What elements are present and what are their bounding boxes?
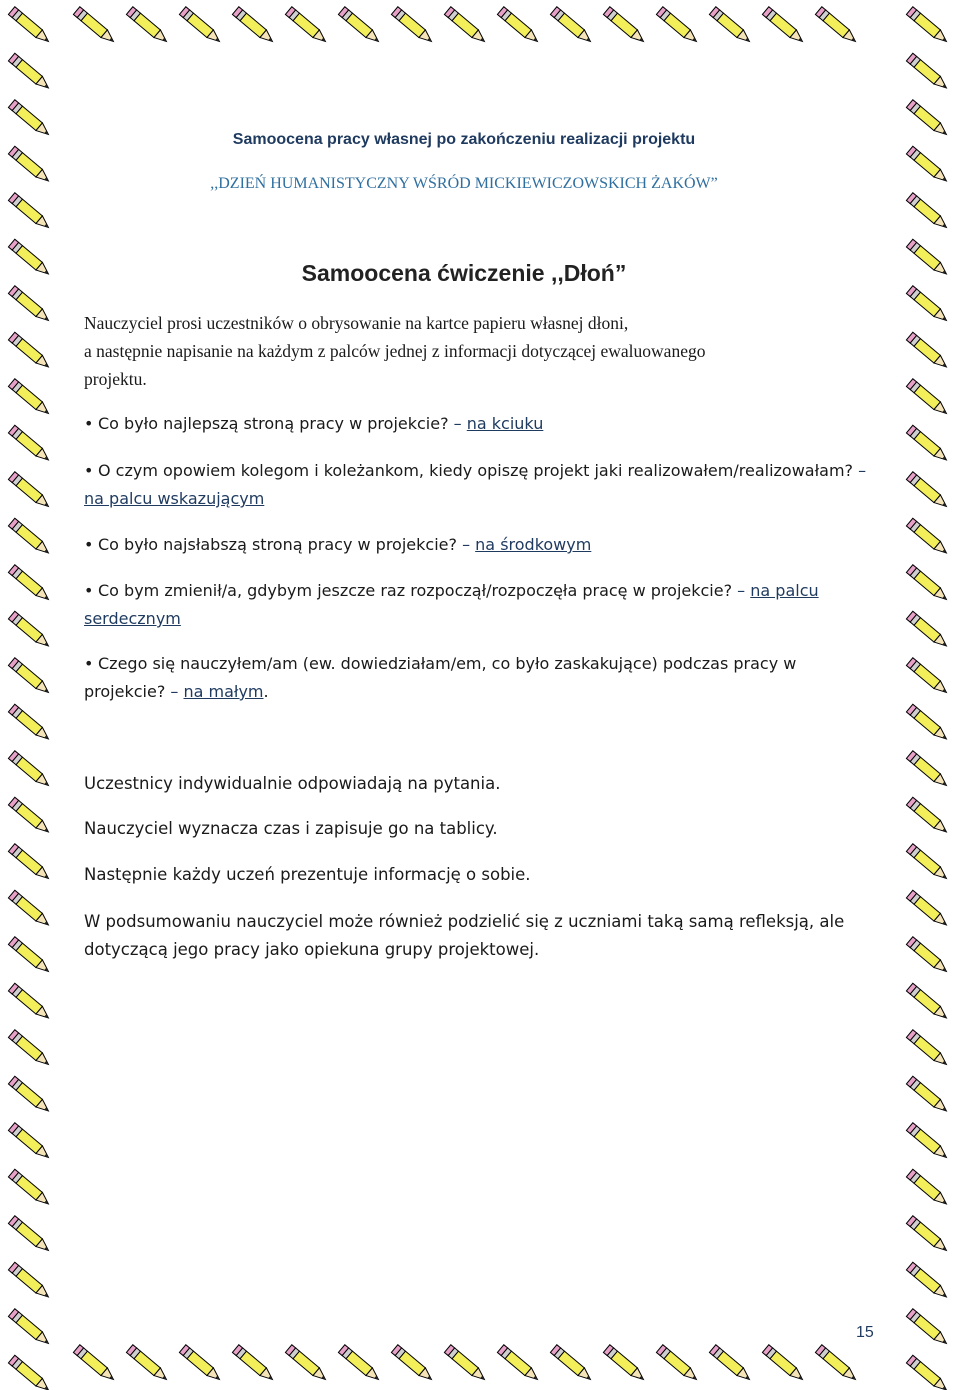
pencil-icon	[550, 7, 593, 46]
pencil-icon	[709, 7, 752, 46]
pencil-border-bottom	[0, 1338, 960, 1390]
pencil-icon	[906, 658, 949, 697]
bullet-icon: •	[84, 581, 94, 600]
pencil-icon	[906, 286, 949, 325]
pencil-icon	[391, 7, 434, 46]
pencil-icon	[8, 1076, 51, 1115]
pencil-border-right	[896, 0, 960, 1390]
intro-line: a następnie napisanie na każdym z palców jednej z informacji dotyczącej ewaluowanego	[84, 341, 706, 361]
pencil-icon	[8, 890, 51, 929]
closing-line: Uczestnicy indywidualnie odpowiadają na pytania.	[84, 774, 501, 793]
pencil-icon	[338, 7, 381, 46]
pencil-icon	[656, 1345, 699, 1384]
pencil-icon	[603, 1345, 646, 1384]
pencil-icon	[73, 7, 116, 46]
pencil-icon	[906, 379, 949, 418]
pencil-icon	[603, 7, 646, 46]
intro-paragraph	[84, 309, 884, 393]
pencil-icon	[8, 472, 51, 511]
pencil-icon	[906, 751, 949, 790]
pencil-icon	[709, 1345, 752, 1384]
pencil-icon	[906, 518, 949, 557]
pencil-icon	[8, 100, 51, 139]
pencil-icon	[232, 7, 275, 46]
pencil-icon	[8, 565, 51, 604]
pencil-border-left	[0, 0, 64, 1390]
pencil-icon	[906, 425, 949, 464]
pencil-icon	[285, 1345, 328, 1384]
pencil-icon	[906, 611, 949, 650]
question-text: Co bym zmienił/a, gdybym jeszcze raz rozpoczął/rozpoczęła pracę w projekcie?	[98, 581, 733, 600]
pencil-icon	[8, 658, 51, 697]
project-name: ,,DZIEŃ HUMANISTYCZNY WŚRÓD MICKIEWICZOWSKICH ŻAKÓW”	[210, 175, 718, 192]
question-text: Co było najsłabszą stroną pracy w projekcie?	[98, 535, 457, 554]
pencil-icon	[8, 146, 51, 185]
pencil-icon	[906, 1262, 949, 1301]
pencil-icon	[906, 1123, 949, 1162]
question-text: Co było najlepszą stroną pracy w projekcie?	[98, 414, 449, 433]
pencil-icon	[906, 983, 949, 1022]
bullet-icon: •	[84, 535, 94, 554]
pencil-icon	[8, 1123, 51, 1162]
finger-answer: na małym	[183, 682, 264, 701]
pencil-icon	[906, 193, 949, 232]
pencil-icon	[338, 1345, 381, 1384]
question-item: • O czym opowiem kolegom i koleżankom, kiedy opiszę projekt jaki realizowałem/realizowałam? – na palcu wskazującym	[84, 457, 874, 513]
pencil-icon	[762, 7, 805, 46]
bullet-icon: •	[84, 414, 94, 433]
pencil-icon	[8, 332, 51, 371]
pencil-icon	[285, 7, 328, 46]
page-number: 15	[856, 1324, 874, 1341]
pencil-icon	[8, 844, 51, 883]
pencil-icon	[906, 1030, 949, 1069]
pencil-border-top	[0, 0, 960, 52]
pencil-icon	[126, 7, 169, 46]
pencil-icon	[8, 425, 51, 464]
pencil-icon	[906, 1169, 949, 1208]
pencil-icon	[906, 332, 949, 371]
pencil-icon	[815, 1345, 858, 1384]
pencil-icon	[815, 7, 858, 46]
pencil-icon	[762, 1345, 805, 1384]
pencil-icon	[906, 1216, 949, 1255]
pencil-icon	[8, 797, 51, 836]
question-text: O czym opowiem kolegom i koleżankom, kiedy opiszę projekt jaki realizowałem/realizowałam?	[98, 461, 854, 480]
pencil-icon	[906, 797, 949, 836]
pencil-icon	[906, 53, 949, 92]
pencil-icon	[179, 1345, 222, 1384]
pencil-icon	[8, 193, 51, 232]
bullet-icon: •	[84, 461, 94, 480]
document-subtitle: Samoocena pracy własnej po zakończeniu realizacji projektu	[232, 131, 696, 148]
pencil-icon	[391, 1345, 434, 1384]
pencil-icon	[8, 379, 51, 418]
pencil-icon	[906, 472, 949, 511]
question-item: • Czego się nauczyłem/am (ew. dowiedziałam/em, co było zaskakujące) podczas pracy w projekcie? – na małym.	[84, 650, 874, 706]
pencil-icon	[126, 1345, 169, 1384]
pencil-icon	[906, 146, 949, 185]
intro-line: Nauczyciel prosi uczestników o obrysowanie na kartce papieru własnej dłoni,	[84, 313, 629, 333]
question-item: • Co było najlepszą stroną pracy w projekcie? – na kciuku	[84, 410, 874, 438]
pencil-icon	[8, 286, 51, 325]
pencil-icon	[179, 7, 222, 46]
closing-line: Nauczyciel wyznacza czas i zapisuje go na tablicy.	[84, 819, 498, 838]
exercise-title: Samoocena ćwiczenie ,,Dłoń”	[301, 260, 627, 286]
pencil-icon	[550, 1345, 593, 1384]
pencil-icon	[444, 7, 487, 46]
question-text: Czego się nauczyłem/am (ew. dowiedziałam/em, co było zaskakujące) podczas pracy w projekcie?	[84, 654, 797, 701]
pencil-icon	[8, 1262, 51, 1301]
finger-answer: na środkowym	[475, 535, 592, 554]
finger-answer: na kciuku	[466, 414, 544, 433]
pencil-icon	[8, 983, 51, 1022]
finger-answer: na palcu wskazującym	[84, 489, 265, 508]
pencil-icon	[8, 518, 51, 557]
pencil-icon	[444, 1345, 487, 1384]
pencil-icon	[8, 239, 51, 278]
bullet-icon: •	[84, 654, 94, 673]
pencil-icon	[8, 53, 51, 92]
pencil-icon	[8, 611, 51, 650]
finger-answer: na palcu serdecznym	[84, 581, 819, 628]
pencil-icon	[232, 1345, 275, 1384]
pencil-icon	[73, 1345, 116, 1384]
pencil-icon	[906, 100, 949, 139]
pencil-icon	[906, 937, 949, 976]
pencil-icon	[906, 565, 949, 604]
pencil-icon	[8, 704, 51, 743]
closing-line: Następnie każdy uczeń prezentuje informację o sobie.	[84, 865, 531, 884]
pencil-icon	[8, 1030, 51, 1069]
pencil-icon	[8, 751, 51, 790]
question-item: • Co było najsłabszą stroną pracy w projekcie? – na środkowym	[84, 531, 874, 559]
pencil-icon	[497, 1345, 540, 1384]
pencil-icon	[8, 1169, 51, 1208]
pencil-icon	[8, 937, 51, 976]
pencil-icon	[906, 704, 949, 743]
question-item: • Co bym zmienił/a, gdybym jeszcze raz rozpoczął/rozpoczęła pracę w projekcie? – na palcu serdecznym	[84, 577, 874, 633]
pencil-icon	[656, 7, 699, 46]
pencil-icon	[906, 890, 949, 929]
closing-paragraph: W podsumowaniu nauczyciel może również podzielić się z uczniami taką samą refleksją, ale dotyczącą jego pracy jako opiekuna grupy projektowej.	[84, 912, 845, 959]
pencil-icon	[497, 7, 540, 46]
pencil-icon	[8, 1216, 51, 1255]
pencil-icon	[906, 844, 949, 883]
pencil-icon	[906, 239, 949, 278]
intro-line: projektu.	[84, 369, 147, 389]
pencil-icon	[906, 1076, 949, 1115]
